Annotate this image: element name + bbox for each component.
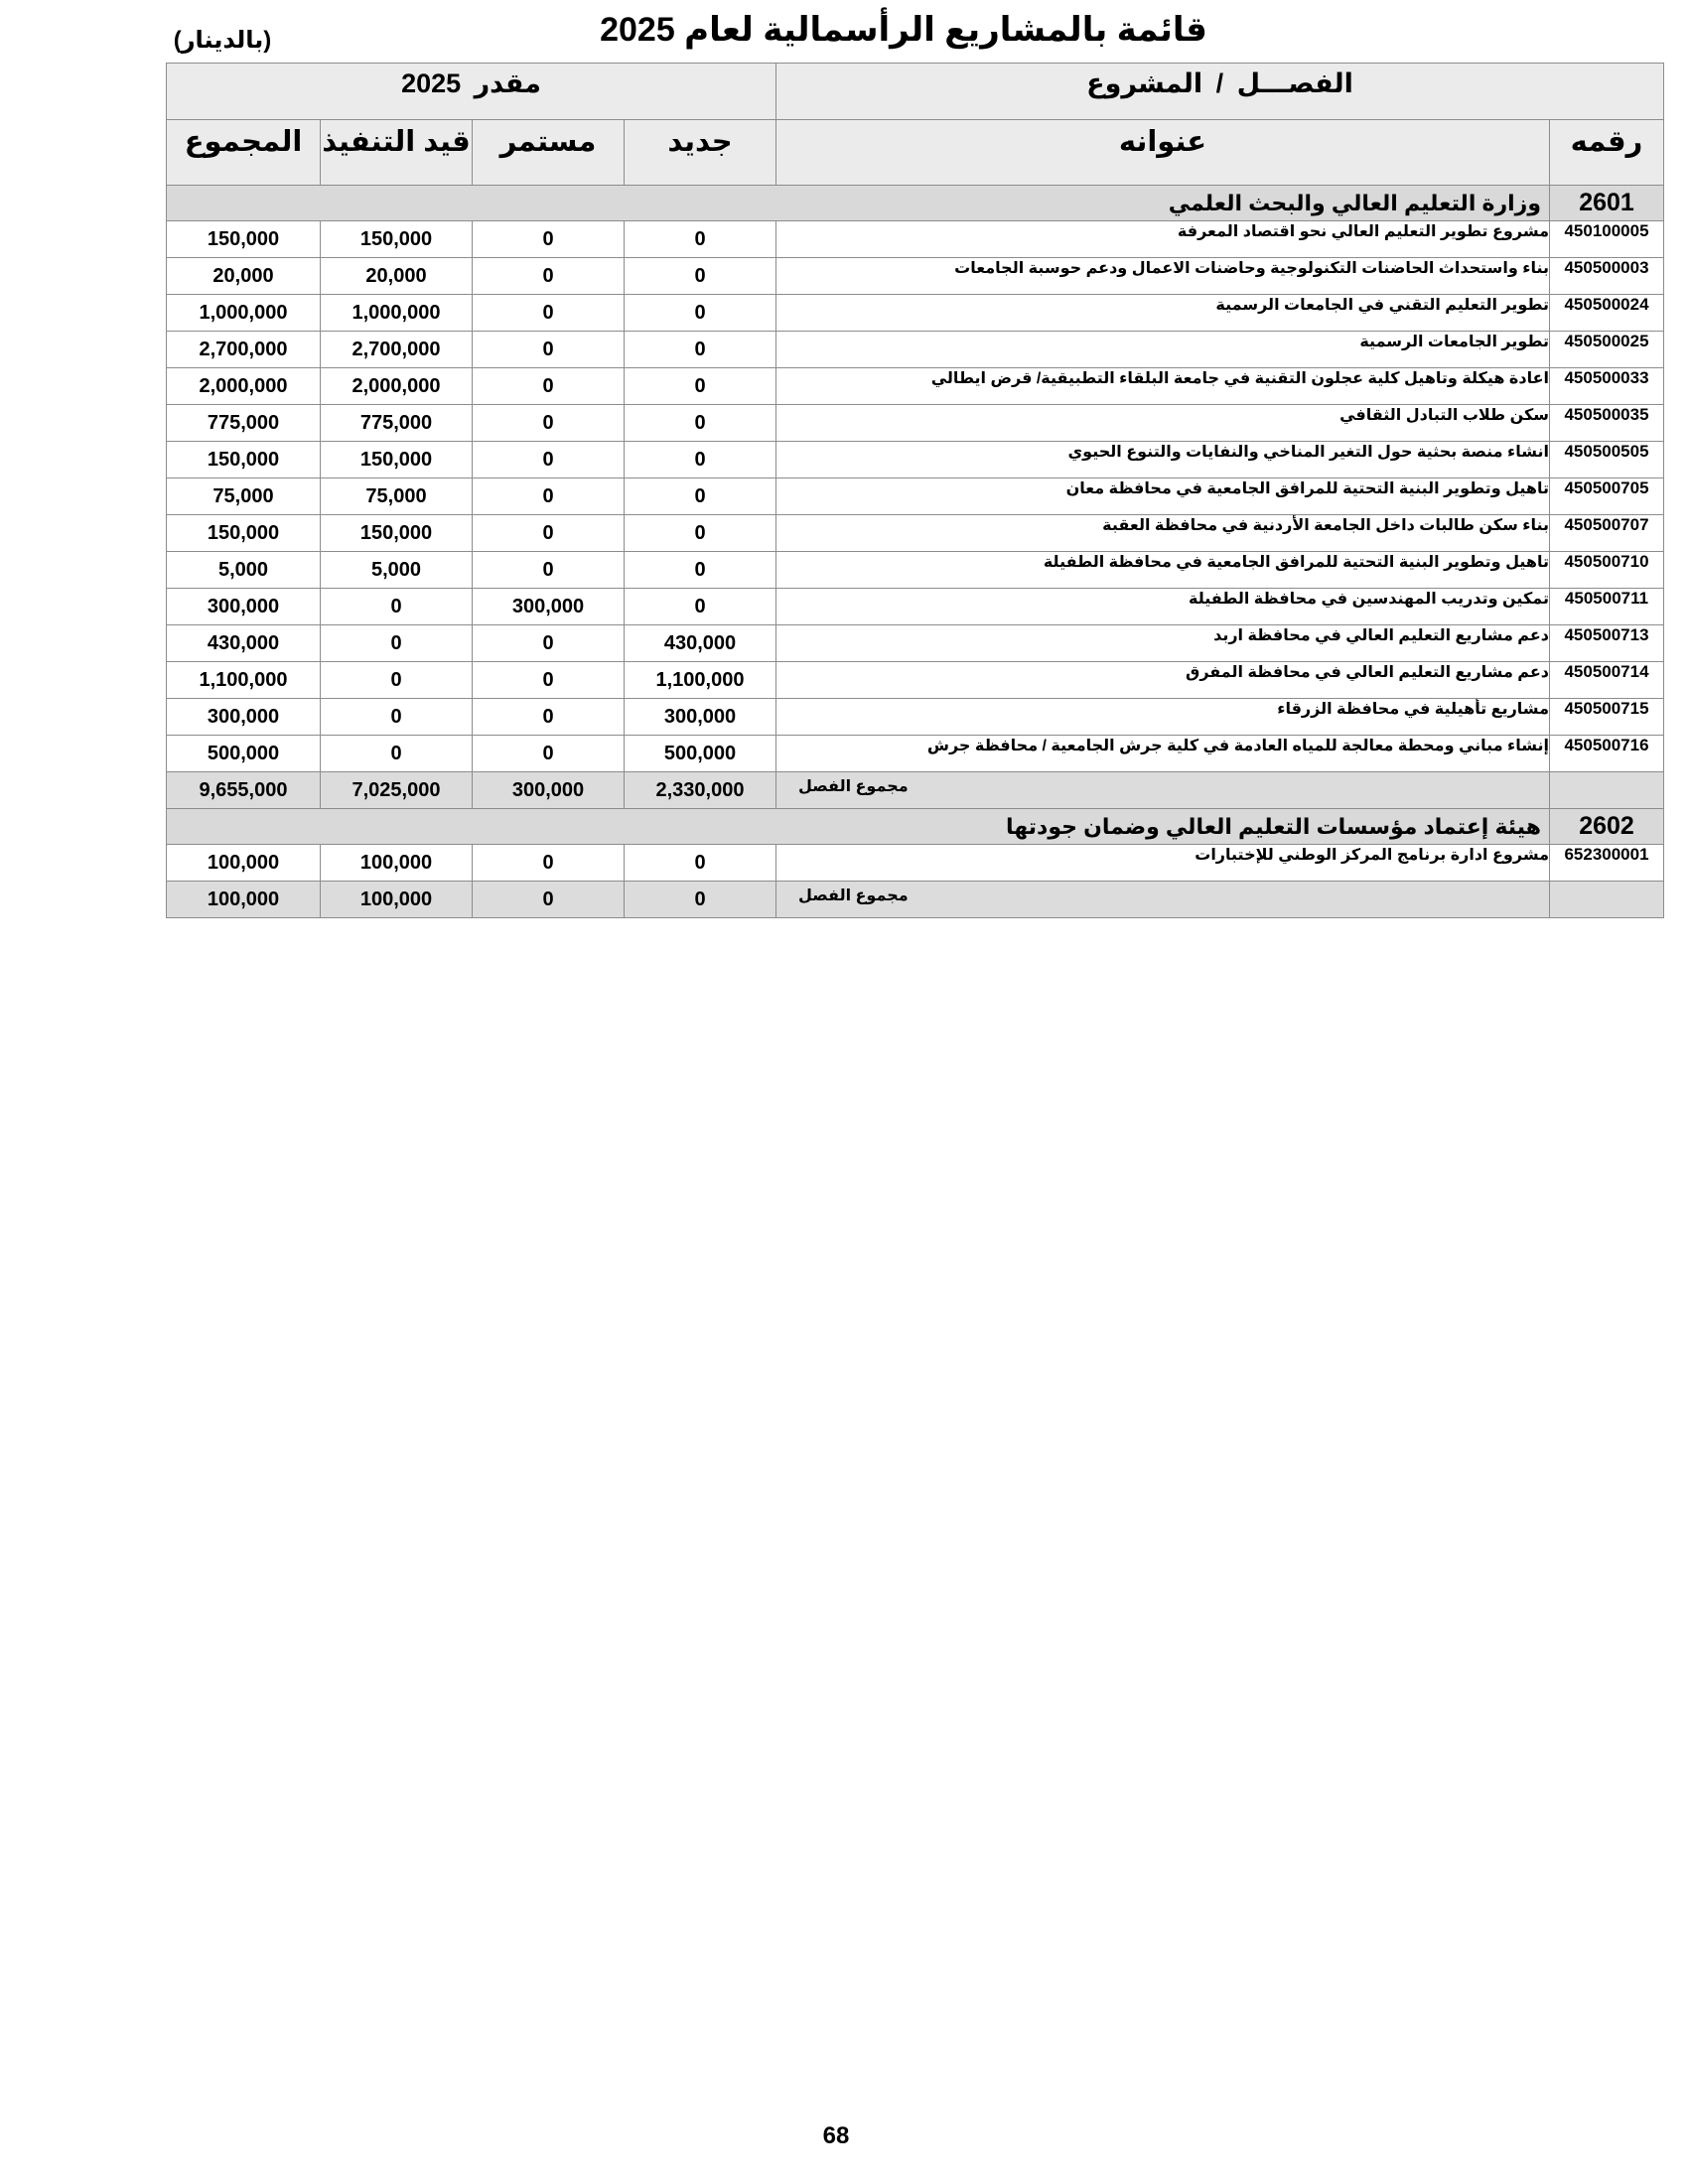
project-number: 450500035	[1550, 405, 1664, 442]
project-number: 450100005	[1550, 221, 1664, 258]
project-row	[167, 736, 1664, 772]
total-value-in-progress: 7,025,000	[321, 772, 473, 809]
project-row	[167, 258, 1664, 295]
header-estimate-2025: مقدر 2025	[167, 64, 776, 120]
value-new: 0	[625, 442, 776, 478]
column-header-new: جديد	[625, 120, 776, 186]
total-value-continuing: 0	[473, 882, 625, 918]
value-in-progress: 0	[321, 625, 473, 662]
project-title: اعادة هيكلة وتاهيل كلية عجلون التقنية في جامعة البلقاء التطبيقية/ قرض ايطالي	[776, 368, 1550, 405]
value-new: 0	[625, 845, 776, 882]
value-total: 100,000	[167, 845, 321, 882]
project-number: 450500003	[1550, 258, 1664, 295]
project-row	[167, 662, 1664, 699]
value-total: 75,000	[167, 478, 321, 515]
value-new: 0	[625, 405, 776, 442]
value-new: 0	[625, 258, 776, 295]
project-title: سكن طلاب التبادل الثقافي	[776, 405, 1550, 442]
project-number: 450500707	[1550, 515, 1664, 552]
value-new: 0	[625, 478, 776, 515]
project-title: دعم مشاريع التعليم العالي في محافظة اربد	[776, 625, 1550, 662]
total-value-new: 0	[625, 882, 776, 918]
value-new: 0	[625, 515, 776, 552]
value-continuing: 0	[473, 332, 625, 368]
value-in-progress: 2,000,000	[321, 368, 473, 405]
value-in-progress: 150,000	[321, 221, 473, 258]
project-number: 450500025	[1550, 332, 1664, 368]
project-number: 450500505	[1550, 442, 1664, 478]
value-total: 5,000	[167, 552, 321, 589]
project-row	[167, 405, 1664, 442]
project-title: تمكين وتدريب المهندسين في محافظة الطفيلة	[776, 589, 1550, 625]
value-continuing: 0	[473, 478, 625, 515]
project-row	[167, 368, 1664, 405]
project-row	[167, 515, 1664, 552]
section-code: 2601	[1550, 186, 1664, 221]
value-total: 150,000	[167, 515, 321, 552]
column-header-total: المجموع	[167, 120, 321, 186]
value-in-progress: 20,000	[321, 258, 473, 295]
empty-cell	[1550, 772, 1664, 809]
project-title: مشاريع تأهيلية في محافظة الزرقاء	[776, 699, 1550, 736]
project-row	[167, 221, 1664, 258]
project-number: 652300001	[1550, 845, 1664, 882]
value-new: 1,100,000	[625, 662, 776, 699]
capital-projects-table	[166, 63, 1664, 918]
value-continuing: 0	[473, 295, 625, 332]
value-continuing: 0	[473, 368, 625, 405]
section-code: 2602	[1550, 809, 1664, 845]
project-number: 450500711	[1550, 589, 1664, 625]
section-total-label: مجموع الفصل	[776, 882, 1550, 918]
value-new: 300,000	[625, 699, 776, 736]
project-number: 450500715	[1550, 699, 1664, 736]
project-number: 450500024	[1550, 295, 1664, 332]
project-title: تاهيل وتطوير البنية التحتية للمرافق الجامعية في محافظة معان	[776, 478, 1550, 515]
project-title: تاهيل وتطوير البنية التحتية للمرافق الجامعية في محافظة الطفيلة	[776, 552, 1550, 589]
project-number: 450500033	[1550, 368, 1664, 405]
project-title: مشروع تطوير التعليم العالي نحو اقتصاد المعرفة	[776, 221, 1550, 258]
value-new: 500,000	[625, 736, 776, 772]
total-value-total: 100,000	[167, 882, 321, 918]
project-row	[167, 478, 1664, 515]
section-header-row	[167, 809, 1664, 845]
project-row	[167, 332, 1664, 368]
value-continuing: 0	[473, 405, 625, 442]
value-new: 0	[625, 221, 776, 258]
value-total: 430,000	[167, 625, 321, 662]
value-in-progress: 150,000	[321, 442, 473, 478]
value-in-progress: 150,000	[321, 515, 473, 552]
value-in-progress: 0	[321, 589, 473, 625]
value-continuing: 0	[473, 221, 625, 258]
value-total: 500,000	[167, 736, 321, 772]
value-total: 775,000	[167, 405, 321, 442]
project-row	[167, 295, 1664, 332]
value-total: 150,000	[167, 442, 321, 478]
value-total: 150,000	[167, 221, 321, 258]
table-body	[167, 186, 1664, 918]
project-number: 450500713	[1550, 625, 1664, 662]
value-total: 20,000	[167, 258, 321, 295]
value-new: 0	[625, 368, 776, 405]
column-header-continuing: مستمر	[473, 120, 625, 186]
value-continuing: 0	[473, 662, 625, 699]
value-continuing: 0	[473, 552, 625, 589]
value-new: 0	[625, 295, 776, 332]
value-in-progress: 2,700,000	[321, 332, 473, 368]
value-continuing: 0	[473, 699, 625, 736]
column-header-number: رقمه	[1550, 120, 1664, 186]
value-total: 300,000	[167, 699, 321, 736]
value-continuing: 0	[473, 515, 625, 552]
project-title: بناء واستحداث الحاضنات التكنولوجية وحاضنات الاعمال ودعم حوسبة الجامعات	[776, 258, 1550, 295]
section-total-label: مجموع الفصل	[776, 772, 1550, 809]
total-value-in-progress: 100,000	[321, 882, 473, 918]
value-total: 2,000,000	[167, 368, 321, 405]
column-header-title: عنوانه	[776, 120, 1550, 186]
project-title: إنشاء مباني ومحطة معالجة للمياه العادمة في كلية جرش الجامعية / محافظة جرش	[776, 736, 1550, 772]
section-title: وزارة التعليم العالي والبحث العلمي	[167, 186, 1550, 221]
value-continuing: 0	[473, 736, 625, 772]
value-total: 2,700,000	[167, 332, 321, 368]
empty-cell	[1550, 882, 1664, 918]
project-number: 450500710	[1550, 552, 1664, 589]
column-header-in-progress: قيد التنفيذ	[321, 120, 473, 186]
project-row	[167, 442, 1664, 478]
project-title: دعم مشاريع التعليم العالي في محافظة المفرق	[776, 662, 1550, 699]
value-continuing: 0	[473, 845, 625, 882]
section-title: هيئة إعتماد مؤسسات التعليم العالي وضمان جودتها	[167, 809, 1550, 845]
value-in-progress: 5,000	[321, 552, 473, 589]
section-header-row	[167, 186, 1664, 221]
value-total: 1,000,000	[167, 295, 321, 332]
value-in-progress: 1,000,000	[321, 295, 473, 332]
value-new: 0	[625, 332, 776, 368]
project-row	[167, 699, 1664, 736]
value-in-progress: 100,000	[321, 845, 473, 882]
project-row	[167, 552, 1664, 589]
header-chapter-project: الفصـــل / المشروع	[776, 64, 1664, 120]
project-number: 450500716	[1550, 736, 1664, 772]
project-title: انشاء منصة بحثية حول التغير المناخي والنفايات والتنوع الحيوي	[776, 442, 1550, 478]
value-total: 1,100,000	[167, 662, 321, 699]
total-value-continuing: 300,000	[473, 772, 625, 809]
value-in-progress: 0	[321, 662, 473, 699]
value-total: 300,000	[167, 589, 321, 625]
value-new: 0	[625, 589, 776, 625]
project-row	[167, 589, 1664, 625]
project-row	[167, 845, 1664, 882]
value-new: 0	[625, 552, 776, 589]
value-continuing: 0	[473, 258, 625, 295]
value-continuing: 0	[473, 442, 625, 478]
project-number: 450500714	[1550, 662, 1664, 699]
project-row	[167, 625, 1664, 662]
project-title: تطوير التعليم التقني في الجامعات الرسمية	[776, 295, 1550, 332]
project-number: 450500705	[1550, 478, 1664, 515]
section-total-row	[167, 882, 1664, 918]
value-in-progress: 775,000	[321, 405, 473, 442]
project-title: مشروع ادارة برنامج المركز الوطني للإختبارات	[776, 845, 1550, 882]
header-columns-row	[167, 120, 1664, 186]
page-number: 68	[822, 2122, 850, 2149]
total-value-total: 9,655,000	[167, 772, 321, 809]
currency-note: (بالدينار)	[173, 27, 272, 54]
project-title: بناء سكن طالبات داخل الجامعة الأردنية في محافظة العقبة	[776, 515, 1550, 552]
value-in-progress: 0	[321, 699, 473, 736]
value-continuing: 0	[473, 625, 625, 662]
header-group-row	[167, 64, 1664, 120]
project-title: تطوير الجامعات الرسمية	[776, 332, 1550, 368]
value-in-progress: 0	[321, 736, 473, 772]
total-value-new: 2,330,000	[625, 772, 776, 809]
value-new: 430,000	[625, 625, 776, 662]
value-in-progress: 75,000	[321, 478, 473, 515]
value-continuing: 300,000	[473, 589, 625, 625]
page-title: قائمة بالمشاريع الرأسمالية لعام 2025	[600, 11, 1207, 49]
section-total-row	[167, 772, 1664, 809]
